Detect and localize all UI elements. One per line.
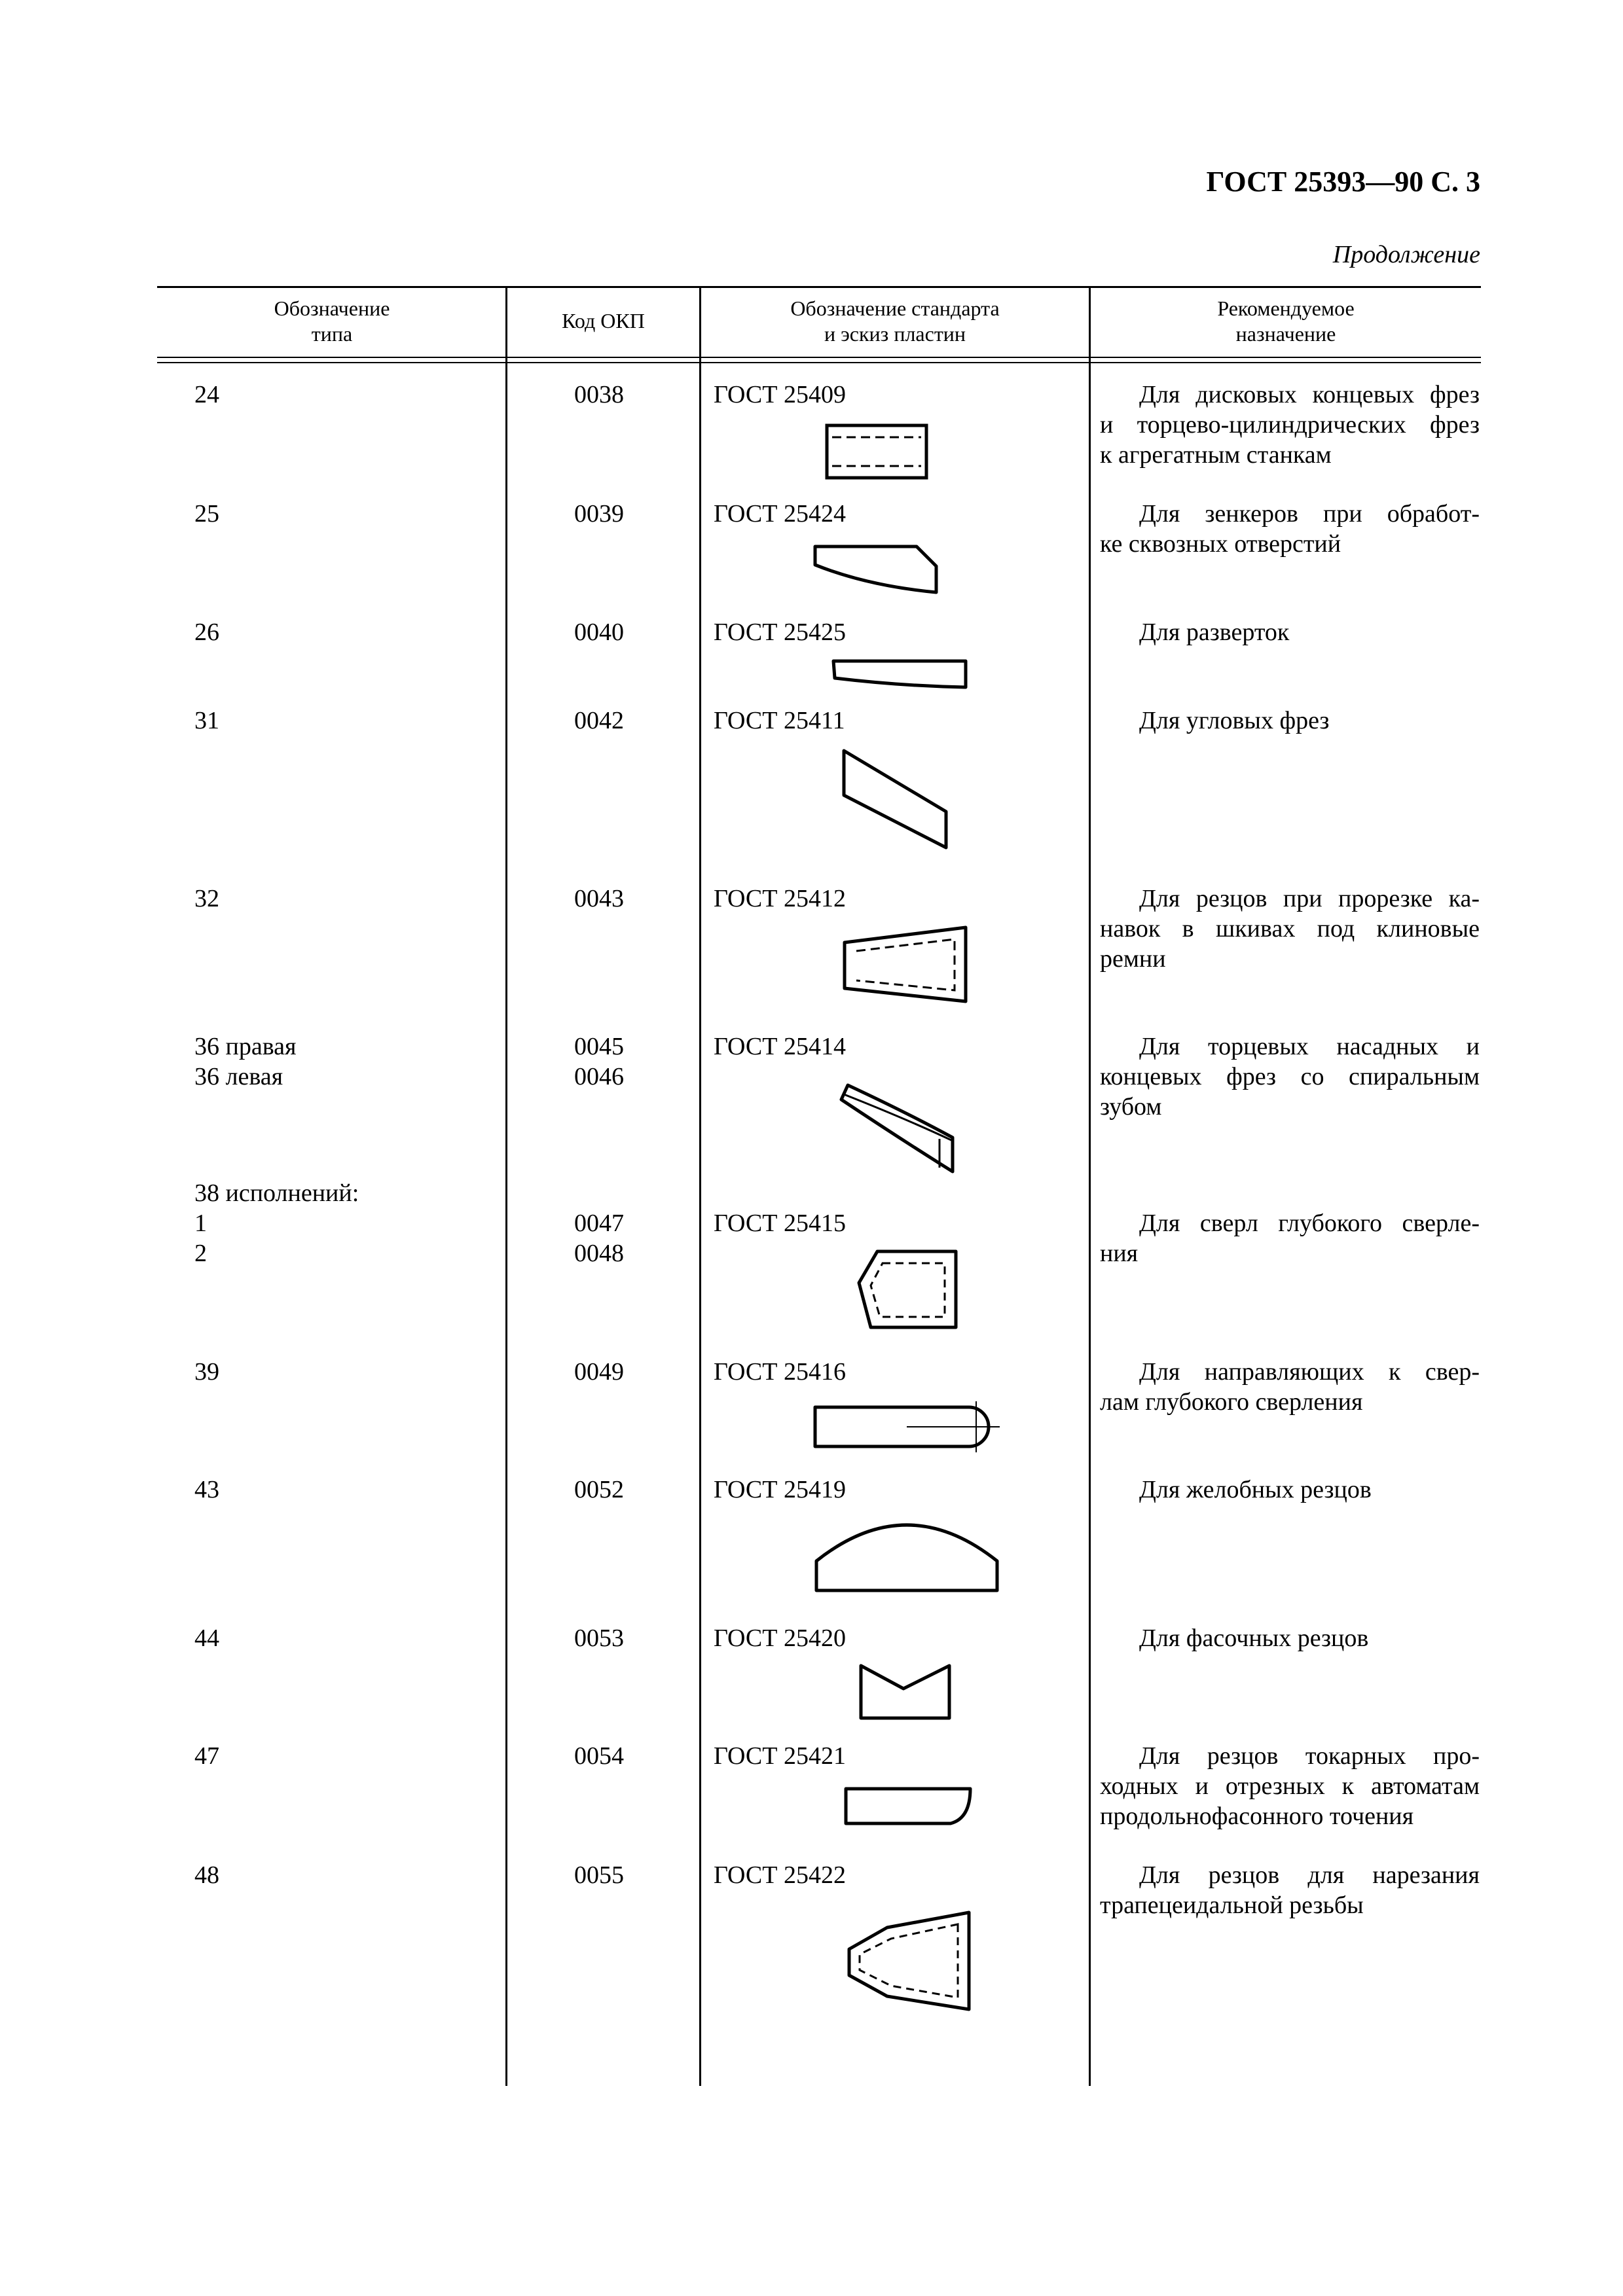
column-divider-1 xyxy=(505,286,507,2086)
row-type: 24 xyxy=(194,381,219,408)
row-type: 26 xyxy=(194,619,219,646)
row-purpose: Для торцевых насадных и концевых фрез со спиральным зубом xyxy=(1100,1033,1480,1121)
row-purpose: Для разверток xyxy=(1139,619,1290,646)
rounded-end-plate-sketch xyxy=(809,1397,1005,1456)
row-type: 44 xyxy=(194,1624,219,1652)
row-type: 1 xyxy=(194,1210,207,1237)
row-standard: ГОСТ 25411 xyxy=(714,707,845,734)
row-code: 0052 xyxy=(574,1476,624,1503)
column-divider-2 xyxy=(699,286,701,2086)
row-standard: ГОСТ 25412 xyxy=(714,885,846,912)
row-standard: ГОСТ 25419 xyxy=(714,1476,846,1503)
thin-curved-plate-sketch xyxy=(828,653,976,692)
row-code: 0046 xyxy=(574,1063,624,1090)
trapezoid-dashed-plate-sketch xyxy=(838,920,976,1008)
row-purpose: Для направляющих к свер- лам глубокого сверления xyxy=(1100,1358,1480,1416)
column-header-purpose: Рекомендуемое назначение xyxy=(1217,296,1355,346)
table-header-rule-2 xyxy=(157,362,1481,363)
v-notch-plate-sketch xyxy=(854,1659,959,1725)
table-top-rule xyxy=(157,286,1481,288)
oblique-parallelogram-plate-sketch xyxy=(835,743,956,854)
row-standard: ГОСТ 25421 xyxy=(714,1742,846,1770)
row-standard: ГОСТ 25420 xyxy=(714,1624,846,1652)
row-standard: ГОСТ 25414 xyxy=(714,1033,846,1060)
row-type: 2 xyxy=(194,1240,207,1267)
row-type: 43 xyxy=(194,1476,219,1503)
row-code: 0053 xyxy=(574,1624,624,1652)
arched-segment-plate-sketch xyxy=(809,1512,1005,1597)
row-standard: ГОСТ 25422 xyxy=(714,1861,846,1889)
row-type: 25 xyxy=(194,500,219,528)
column-divider-3 xyxy=(1089,286,1091,2086)
row-code: 0055 xyxy=(574,1861,624,1889)
row-code: 0054 xyxy=(574,1742,624,1770)
column-header-code: Код ОКП xyxy=(562,309,645,332)
row-purpose: Для зенкеров при обработ- ке сквозных отверстий xyxy=(1100,500,1480,558)
row-purpose: Для сверл глубокого сверле- ния xyxy=(1100,1210,1480,1267)
row-type: 32 xyxy=(194,885,219,912)
row-type: 47 xyxy=(194,1742,219,1770)
row-code: 0038 xyxy=(574,381,624,408)
row-type: 31 xyxy=(194,707,219,734)
row-type: 36 левая xyxy=(194,1063,283,1090)
row-purpose: Для угловых фрез xyxy=(1139,707,1330,734)
row-standard: ГОСТ 25424 xyxy=(714,500,846,528)
continuation-label: Продолжение xyxy=(1332,241,1480,268)
curved-chamfered-plate-sketch xyxy=(809,533,946,599)
page-header-title: ГОСТ 25393—90 С. 3 xyxy=(1206,166,1480,198)
column-header-standard: Обозначение стандарта и эскиз пластин xyxy=(790,296,1000,346)
row-type: 38 исполнений: xyxy=(194,1179,359,1207)
row-code: 0045 xyxy=(574,1033,624,1060)
row-code: 0047 xyxy=(574,1210,624,1237)
row-code: 0040 xyxy=(574,619,624,646)
row-code: 0049 xyxy=(574,1358,624,1386)
pentagon-dashed-plate-sketch xyxy=(851,1244,966,1335)
row-code: 0039 xyxy=(574,500,624,528)
row-code: 0042 xyxy=(574,707,624,734)
row-purpose: Для дисковых концевых фрез и торцево-цилиндрических фрез к агрегатным станкам xyxy=(1100,381,1480,469)
row-purpose: Для резцов для нарезания трапецеидальной резьбы xyxy=(1100,1861,1480,1919)
row-purpose: Для резцов при прорезке ка- навок в шкивах под клиновые ремни xyxy=(1100,885,1480,973)
rounded-corner-plate-sketch xyxy=(839,1779,980,1831)
row-type: 36 правая xyxy=(194,1033,297,1060)
column-header-type: Обозначение типа xyxy=(274,296,390,346)
trapezoid-thread-plate-sketch xyxy=(841,1905,979,2016)
row-purpose: Для резцов токарных про- ходных и отрезных к автоматам продольнофасонного точения xyxy=(1100,1742,1480,1830)
row-purpose: Для желобных резцов xyxy=(1139,1476,1372,1503)
table-header-rule-1 xyxy=(157,357,1481,358)
row-code: 0043 xyxy=(574,885,624,912)
row-type: 48 xyxy=(194,1861,219,1889)
row-type: 39 xyxy=(194,1358,219,1386)
row-standard: ГОСТ 25415 xyxy=(714,1210,846,1237)
row-standard: ГОСТ 25409 xyxy=(714,381,846,408)
spiral-twisted-plate-sketch xyxy=(835,1073,966,1178)
row-standard: ГОСТ 25416 xyxy=(714,1358,846,1386)
rectangle-dashed-plate-sketch xyxy=(822,419,933,484)
row-purpose: Для фасочных резцов xyxy=(1139,1624,1369,1652)
row-code: 0048 xyxy=(574,1240,624,1267)
row-standard: ГОСТ 25425 xyxy=(714,619,846,646)
